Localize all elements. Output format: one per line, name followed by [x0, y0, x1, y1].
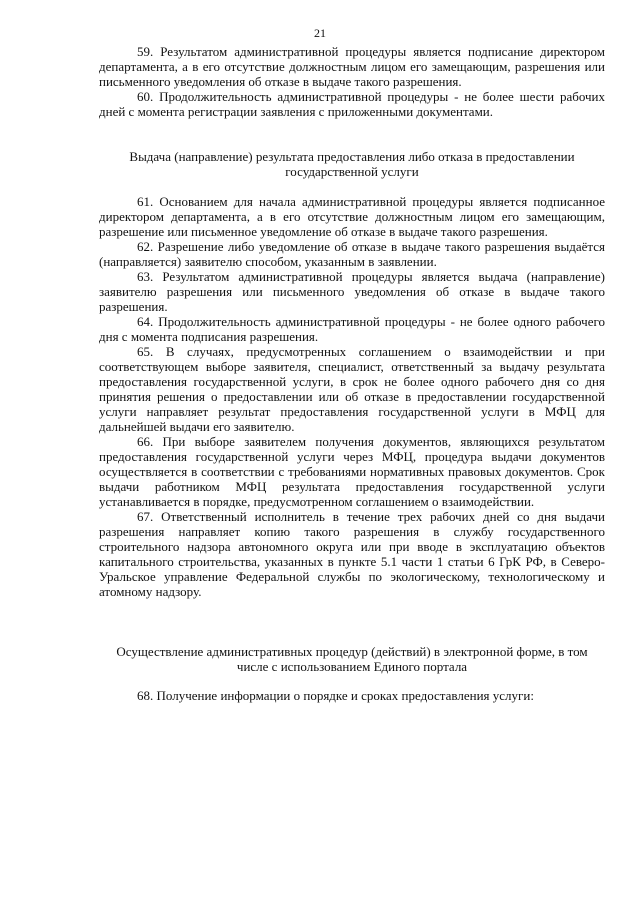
section-block-3 [99, 688, 605, 703]
section-block-2 [99, 194, 605, 599]
paragraph-64: 64. Продолжительность административной процедуры - не более одного рабочего дня с момента подписания разрешения. [99, 314, 605, 344]
paragraph-59: 59. Результатом административной процедуры является подписание директором департамента, а в его отсутствие должностным лицом его замещающим, разрешения или письменного уведомления об отказе в выдаче такого разрешения. [99, 44, 605, 89]
paragraph-65: 65. В случаях, предусмотренных соглашением о взаимодействии и при соответствующем выборе заявителя, специалист, ответственный за выдачу результата предоставления государственной услуги, в срок не более одного рабочего дня со дня принятия решения о предоставлении или об отказе в предоставлении государственной услуги направляет результат предоставления государственной услуги в МФЦ для дальнейшей выдачи его заявителю. [99, 344, 605, 434]
section-heading-issuance [99, 149, 605, 179]
page-number: 21 [314, 26, 326, 40]
paragraph-67: 67. Ответственный исполнитель в течение трех рабочих дней со дня выдачи разрешения направляет копию такого разрешения в службу государственного строительного надзора автономного округа или при вводе в эксплуатацию объектов капитального строительства, указанных в пункте 5.1 части 1 статьи 6 ГрК РФ, в Северо-Уральское управление Федеральной службы по экологическому, технологическому и атомному надзору. [99, 509, 605, 599]
paragraph-66: 66. При выборе заявителем получения документов, являющихся результатом предоставления государственной услуги через МФЦ, процедура выдачи документов осуществляется в соответствии с требованиями нормативных правовых документов. Срок выдачи работником МФЦ результата предоставления государственной услуги устанавливается в порядке, предусмотренном соглашением о взаимодействии. [99, 434, 605, 509]
paragraph-61: 61. Основанием для начала административной процедуры является подписанное директором департамента, а в его отсутствие должностным лицом его замещающим, разрешение или письменное уведомление об отказе в выдаче такого разрешения. [99, 194, 605, 239]
section-heading-electronic [99, 644, 605, 674]
paragraph-68: 68. Получение информации о порядке и сроках предоставления услуги: [137, 688, 534, 703]
heading-electronic: Осуществление административных процедур (действий) в электронной форме, в том числе с использованием Единого портала [116, 644, 588, 674]
paragraph-62: 62. Разрешение либо уведомление об отказе в выдаче такого разрешения выдаётся (направляется) заявителю способом, указанным в заявлении. [99, 239, 605, 269]
paragraph-63: 63. Результатом административной процедуры является выдача (направление) заявителю разрешения или письменного уведомления об отказе в выдаче такого разрешения. [99, 269, 605, 314]
paragraph-60: 60. Продолжительность административной процедуры - не более шести рабочих дней с момента регистрации заявления с приложенными документами. [99, 89, 605, 119]
heading-issuance: Выдача (направление) результата предоставления либо отказа в предоставлении государственной услуги [129, 149, 575, 179]
section-block-1 [99, 44, 605, 119]
